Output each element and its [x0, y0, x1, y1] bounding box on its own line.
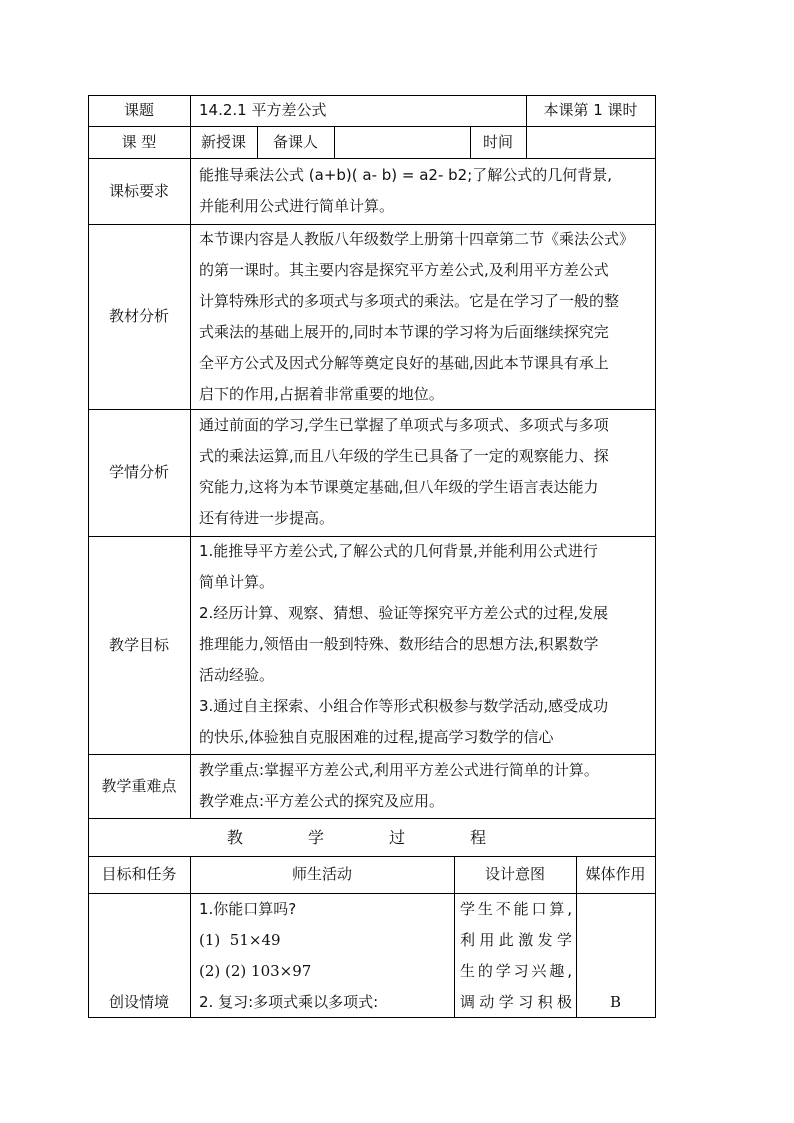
grid-line [454, 856, 455, 1018]
textbook-line: 全平方公式及因式分解等奠定良好的基础,因此本节课具有承上 [199, 354, 609, 372]
grid-line [88, 409, 656, 410]
row1-goal [88, 893, 190, 1017]
grid-line [88, 95, 656, 96]
time-label: 时间 [482, 132, 513, 151]
goals-line: 简单计算。 [199, 573, 275, 591]
textbook-line: 本节课内容是人教版八年级数学上册第十四章第二节《乘法公式》 [199, 230, 635, 248]
students-line: 究能力,这将为本节课奠定基础,但八年级的学生语言表达能力 [199, 478, 599, 496]
process-title [88, 818, 655, 856]
students-label: 学情分析 [108, 463, 169, 481]
grid-line [88, 224, 656, 225]
textbook-text [190, 224, 655, 409]
standard-text [190, 158, 655, 224]
goals-label: 教学目标 [108, 635, 169, 654]
grid-line [334, 126, 335, 158]
keypoints-label: 教学重难点 [101, 776, 177, 795]
grid-line [88, 856, 656, 857]
textbook-line: 的第一课时。其主要内容是探究平方差公式,及利用平方差公式 [199, 261, 609, 279]
textbook-line: 计算特殊形式的多项式与多项式的乘法。它是在学习了一般的整 [199, 292, 620, 310]
row1-activity [190, 893, 454, 1017]
grid-line [88, 536, 656, 537]
grid-line [88, 158, 656, 159]
grid-line [190, 95, 191, 818]
keypoints-line: 教学难点:平方差公式的探究及应用。 [199, 792, 445, 810]
row1-activity-line: (1) 51×49 [199, 931, 281, 949]
grid-line [190, 856, 191, 1018]
goals-line: 2.经历计算、观察、猜想、验证等探究平方差公式的过程,发展 [199, 604, 609, 622]
goals-line: 3.通过自主探索、小组合作等形式积极参与数学活动,感受成功 [199, 697, 609, 715]
row1-intent-line: 学生不能口算, [460, 900, 572, 918]
topic-value: 14.2.1 平方差公式 [199, 101, 327, 119]
standard-line: 能推导乘法公式 (a+b)( a- b) = a2- b2;了解公式的几何背景, [199, 166, 613, 184]
preparer-label: 备课人 [272, 132, 318, 151]
grid-line [257, 126, 258, 158]
grid-line [88, 754, 656, 755]
grid-line [576, 856, 577, 1018]
row1-activity-line: (2) (2) 103×97 [199, 962, 312, 980]
students-line: 式的乘法运算,而且八年级的学生已具备了一定的观察能力、探 [199, 447, 609, 465]
grid-line [88, 818, 656, 819]
col-media-header: 媒体作用 [585, 865, 646, 883]
grid-line [88, 893, 656, 894]
textbook-line: 式乘法的基础上展开的,同时本节课的学习将为后面继续探究完 [199, 323, 609, 341]
topic-label: 课题 [123, 101, 154, 119]
goals-line: 活动经验。 [199, 666, 275, 684]
row1-activity-line: 2. 复习:多项式乘以多项式: [199, 993, 379, 1011]
keypoints-line: 教学重点:掌握平方差公式,利用平方差公式进行简单的计算。 [199, 761, 599, 779]
grid-line [526, 95, 527, 158]
grid-line [470, 126, 471, 158]
grid-line [88, 95, 89, 1018]
row1-intent-line: 生的学习兴趣, [460, 962, 572, 980]
students-text [190, 409, 655, 536]
row1-media-text: B [609, 993, 622, 1011]
row1-goal-text: 创设情境 [108, 993, 169, 1011]
process-title-text: 教 学 过 程 [226, 827, 517, 847]
time-value [526, 126, 655, 158]
row1-intent-line: 调动学习积极 [460, 993, 572, 1011]
students-line: 通过前面的学习,学生已掌握了单项式与多项式、多项式与多项 [199, 416, 609, 434]
goals-line: 推理能力,领悟由一般到特殊、数形结合的思想方法,积累数学 [199, 635, 599, 653]
row1-intent-line: 利用此激发学 [460, 931, 572, 949]
row1-media [576, 893, 655, 1017]
row1-activity-line: 1.你能口算吗? [199, 900, 297, 918]
goals-text [190, 536, 655, 754]
type-value: 新授课 [200, 132, 246, 151]
type-label: 课 型 [121, 132, 157, 151]
preparer-value [334, 126, 470, 158]
grid-line [88, 126, 656, 127]
grid-line [88, 1017, 656, 1018]
lesson-count: 本课第 1 课时 [543, 101, 638, 119]
col-activity-header: 师生活动 [291, 865, 352, 883]
standard-line: 并能利用公式进行简单计算。 [199, 197, 395, 215]
textbook-line: 启下的作用,占据着非常重要的地位。 [199, 385, 444, 403]
goals-line: 的快乐,体验独自克服困难的过程,提高学习数学的信心 [199, 728, 554, 746]
students-line: 还有待进一步提高。 [199, 509, 335, 527]
col-goal-header: 目标和任务 [101, 865, 177, 883]
textbook-label: 教材分析 [108, 307, 169, 325]
row1-intent [454, 893, 576, 1017]
standard-label: 课标要求 [108, 181, 169, 200]
keypoints-text [190, 754, 655, 818]
col-intent-header: 设计意图 [484, 865, 545, 883]
goals-line: 1.能推导平方差公式,了解公式的几何背景,并能利用公式进行 [199, 542, 598, 560]
grid-line [655, 95, 656, 1018]
